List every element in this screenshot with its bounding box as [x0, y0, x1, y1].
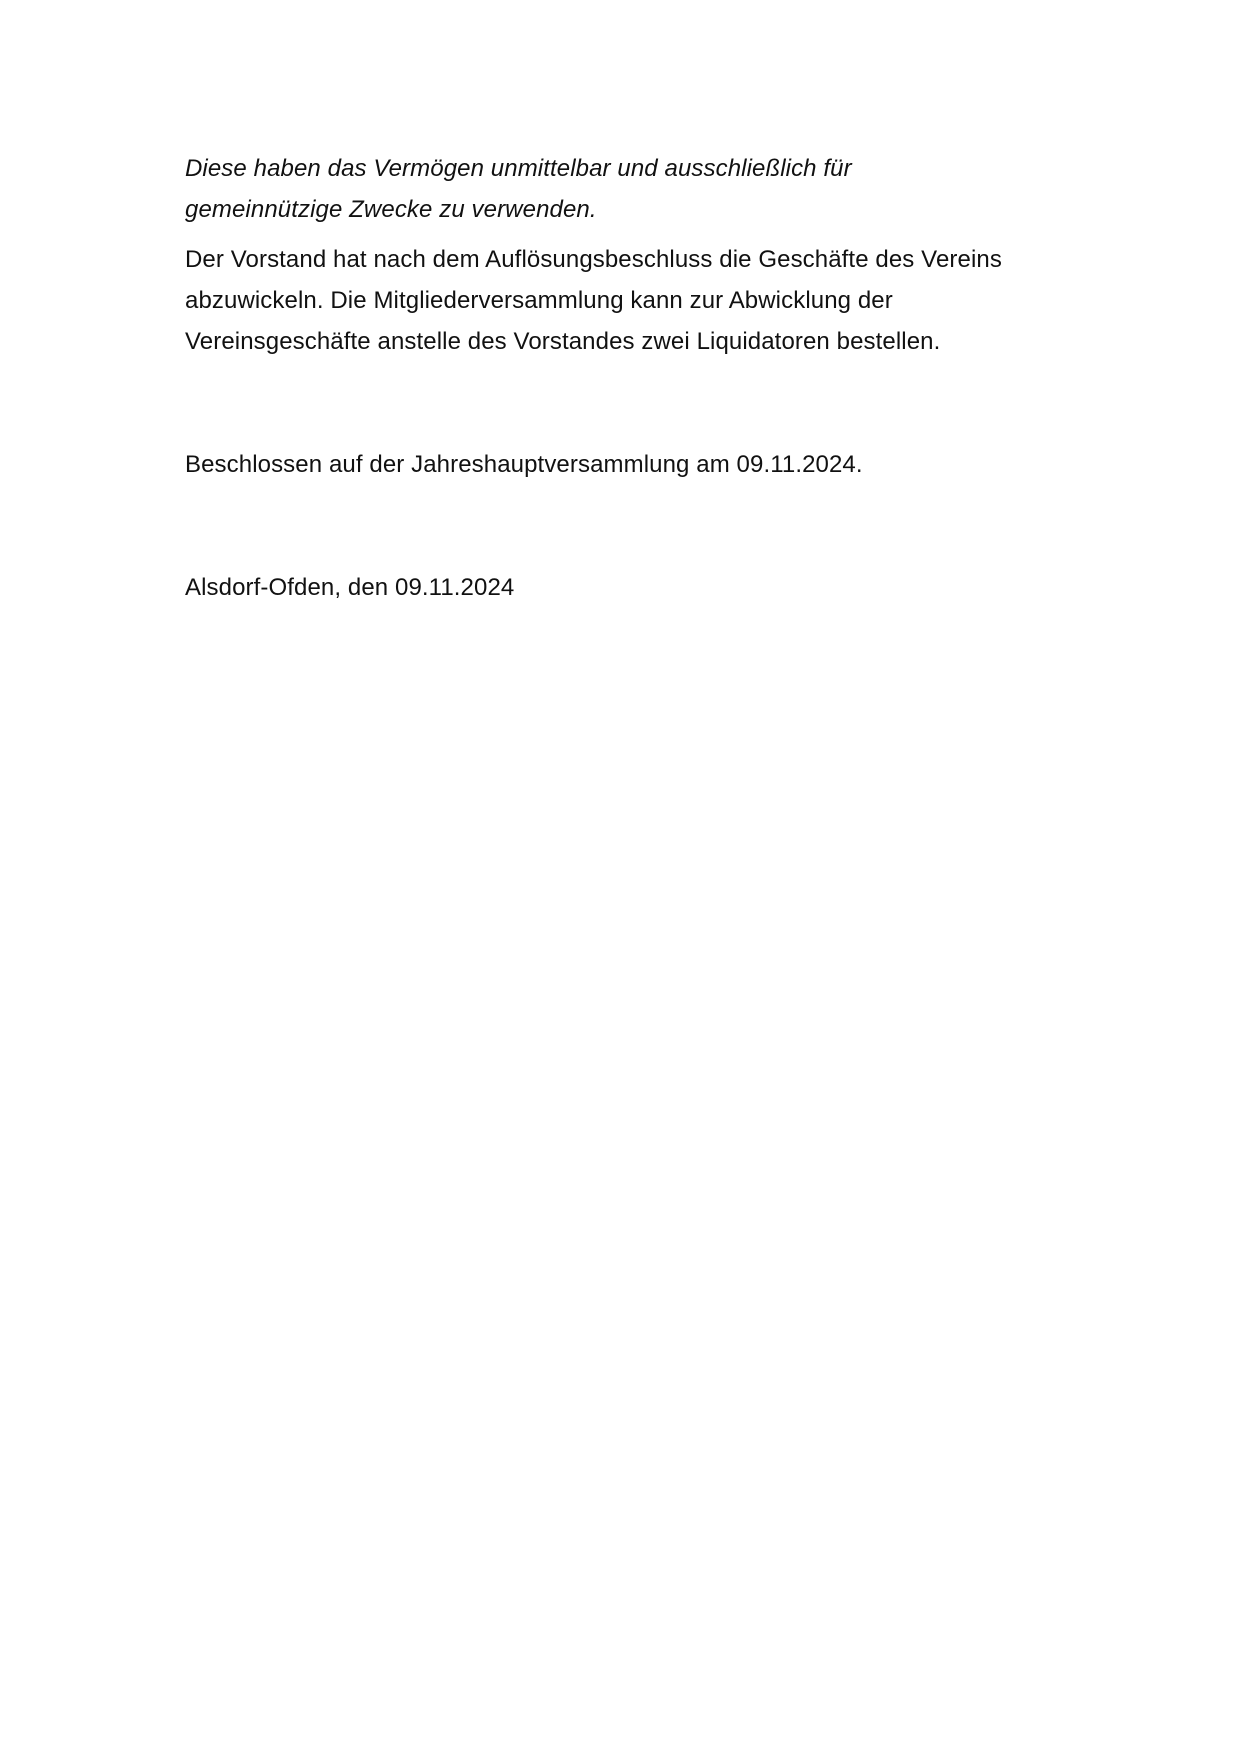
document-body [185, 148, 1085, 608]
text-line: Der Vorstand hat nach dem Auflösungsbeschluss die Geschäfte des Vereins [185, 246, 1002, 273]
resolution-statement: Beschlossen auf der Jahreshauptversammlung am 09.11.2024. [185, 451, 863, 478]
dissolution-paragraph [185, 239, 1085, 362]
place-date-line: Alsdorf-Ofden, den 09.11.2024 [185, 574, 515, 601]
text-line: Diese haben das Vermögen unmittelbar und ausschließlich für [185, 155, 852, 182]
text-line: abzuwickeln. Die Mitgliederversammlung kann zur Abwicklung der [185, 287, 893, 314]
text-line: gemeinnützige Zwecke zu verwenden. [185, 196, 597, 223]
italic-paragraph [185, 148, 1085, 230]
text-line: Vereinsgeschäfte anstelle des Vorstandes zwei Liquidatoren bestellen. [185, 328, 941, 355]
